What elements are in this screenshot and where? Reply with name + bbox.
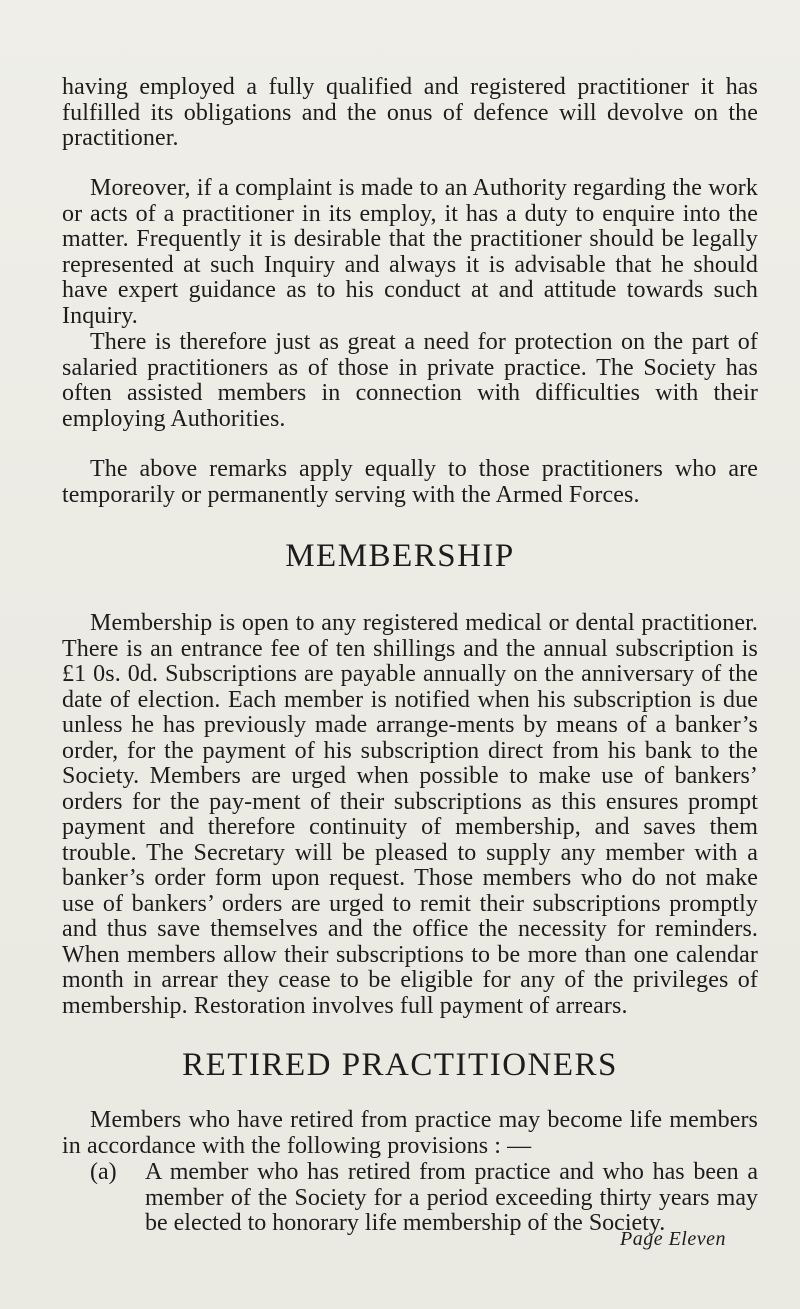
list-text-a: A member who has retired from practice and who has been a member of the Society for a period exceeding thirty years may be elected to honorary life membership of the Society. bbox=[145, 1159, 758, 1236]
paragraph-salaried-practitioners: There is therefore just as great a need for protection on the part of salaried practitioners as of those in private practice. The Society has often assisted members in connection with difficulties with their employing Authorities. bbox=[62, 329, 758, 432]
page-number-label: Page Eleven bbox=[620, 1228, 726, 1250]
paragraph-complaint-inquiry: Moreover, if a complaint is made to an Authority regarding the work or acts of a practitioner in its employ, it has a duty to enquire into the matter. Frequently it is desirable that the practitioner should be legally represented at such Inquiry and always it is advisable that he should have expert guidance as to his conduct at and attitude towards such Inquiry. bbox=[62, 175, 758, 329]
paragraph-retired-intro: Members who have retired from practice may become life members in accordance with the following provisions : — bbox=[62, 1107, 758, 1159]
heading-retired-practitioners: RETIRED PRACTITIONERS bbox=[182, 1047, 618, 1083]
list-item-a bbox=[62, 1160, 758, 1237]
paragraph-membership: Membership is open to any registered medical or dental practitioner. There is an entrance fee of ten shillings and the annual subscription is £1 0s. 0d. Subscriptions are payable annually on the anniversary of the date of election. Each member is notified when his subscription is due unless he has previously made arrange-ments by means of a banker’s order, for the payment of his subscription direct from his bank to the Society. Members are urged when possible to make use of bankers’ orders for the pay-ment of their subscriptions as this ensures prompt payment and therefore continuity of membership, and saves them trouble. The Secretary will be pleased to supply any member with a banker’s order form upon request. Those members who do not make use of bankers’ orders are urged to remit their subscriptions promptly and thus save themselves and the office the necessity for reminders. When members allow their subscriptions to be more than one calendar month in arrear they cease to be eligible for any of the privileges of membership. Restoration involves full payment of arrears. bbox=[62, 610, 758, 1019]
paragraph-continuation: having employed a fully qualified and registered practitioner it has fulfilled its obligations and the onus of defence will devolve on the practitioner. bbox=[62, 74, 758, 151]
list-marker-a: (a) bbox=[90, 1159, 117, 1185]
heading-membership: MEMBERSHIP bbox=[285, 538, 515, 574]
paragraph-armed-forces: The above remarks apply equally to those practitioners who are temporarily or permanently serving with the Armed Forces. bbox=[62, 456, 758, 508]
